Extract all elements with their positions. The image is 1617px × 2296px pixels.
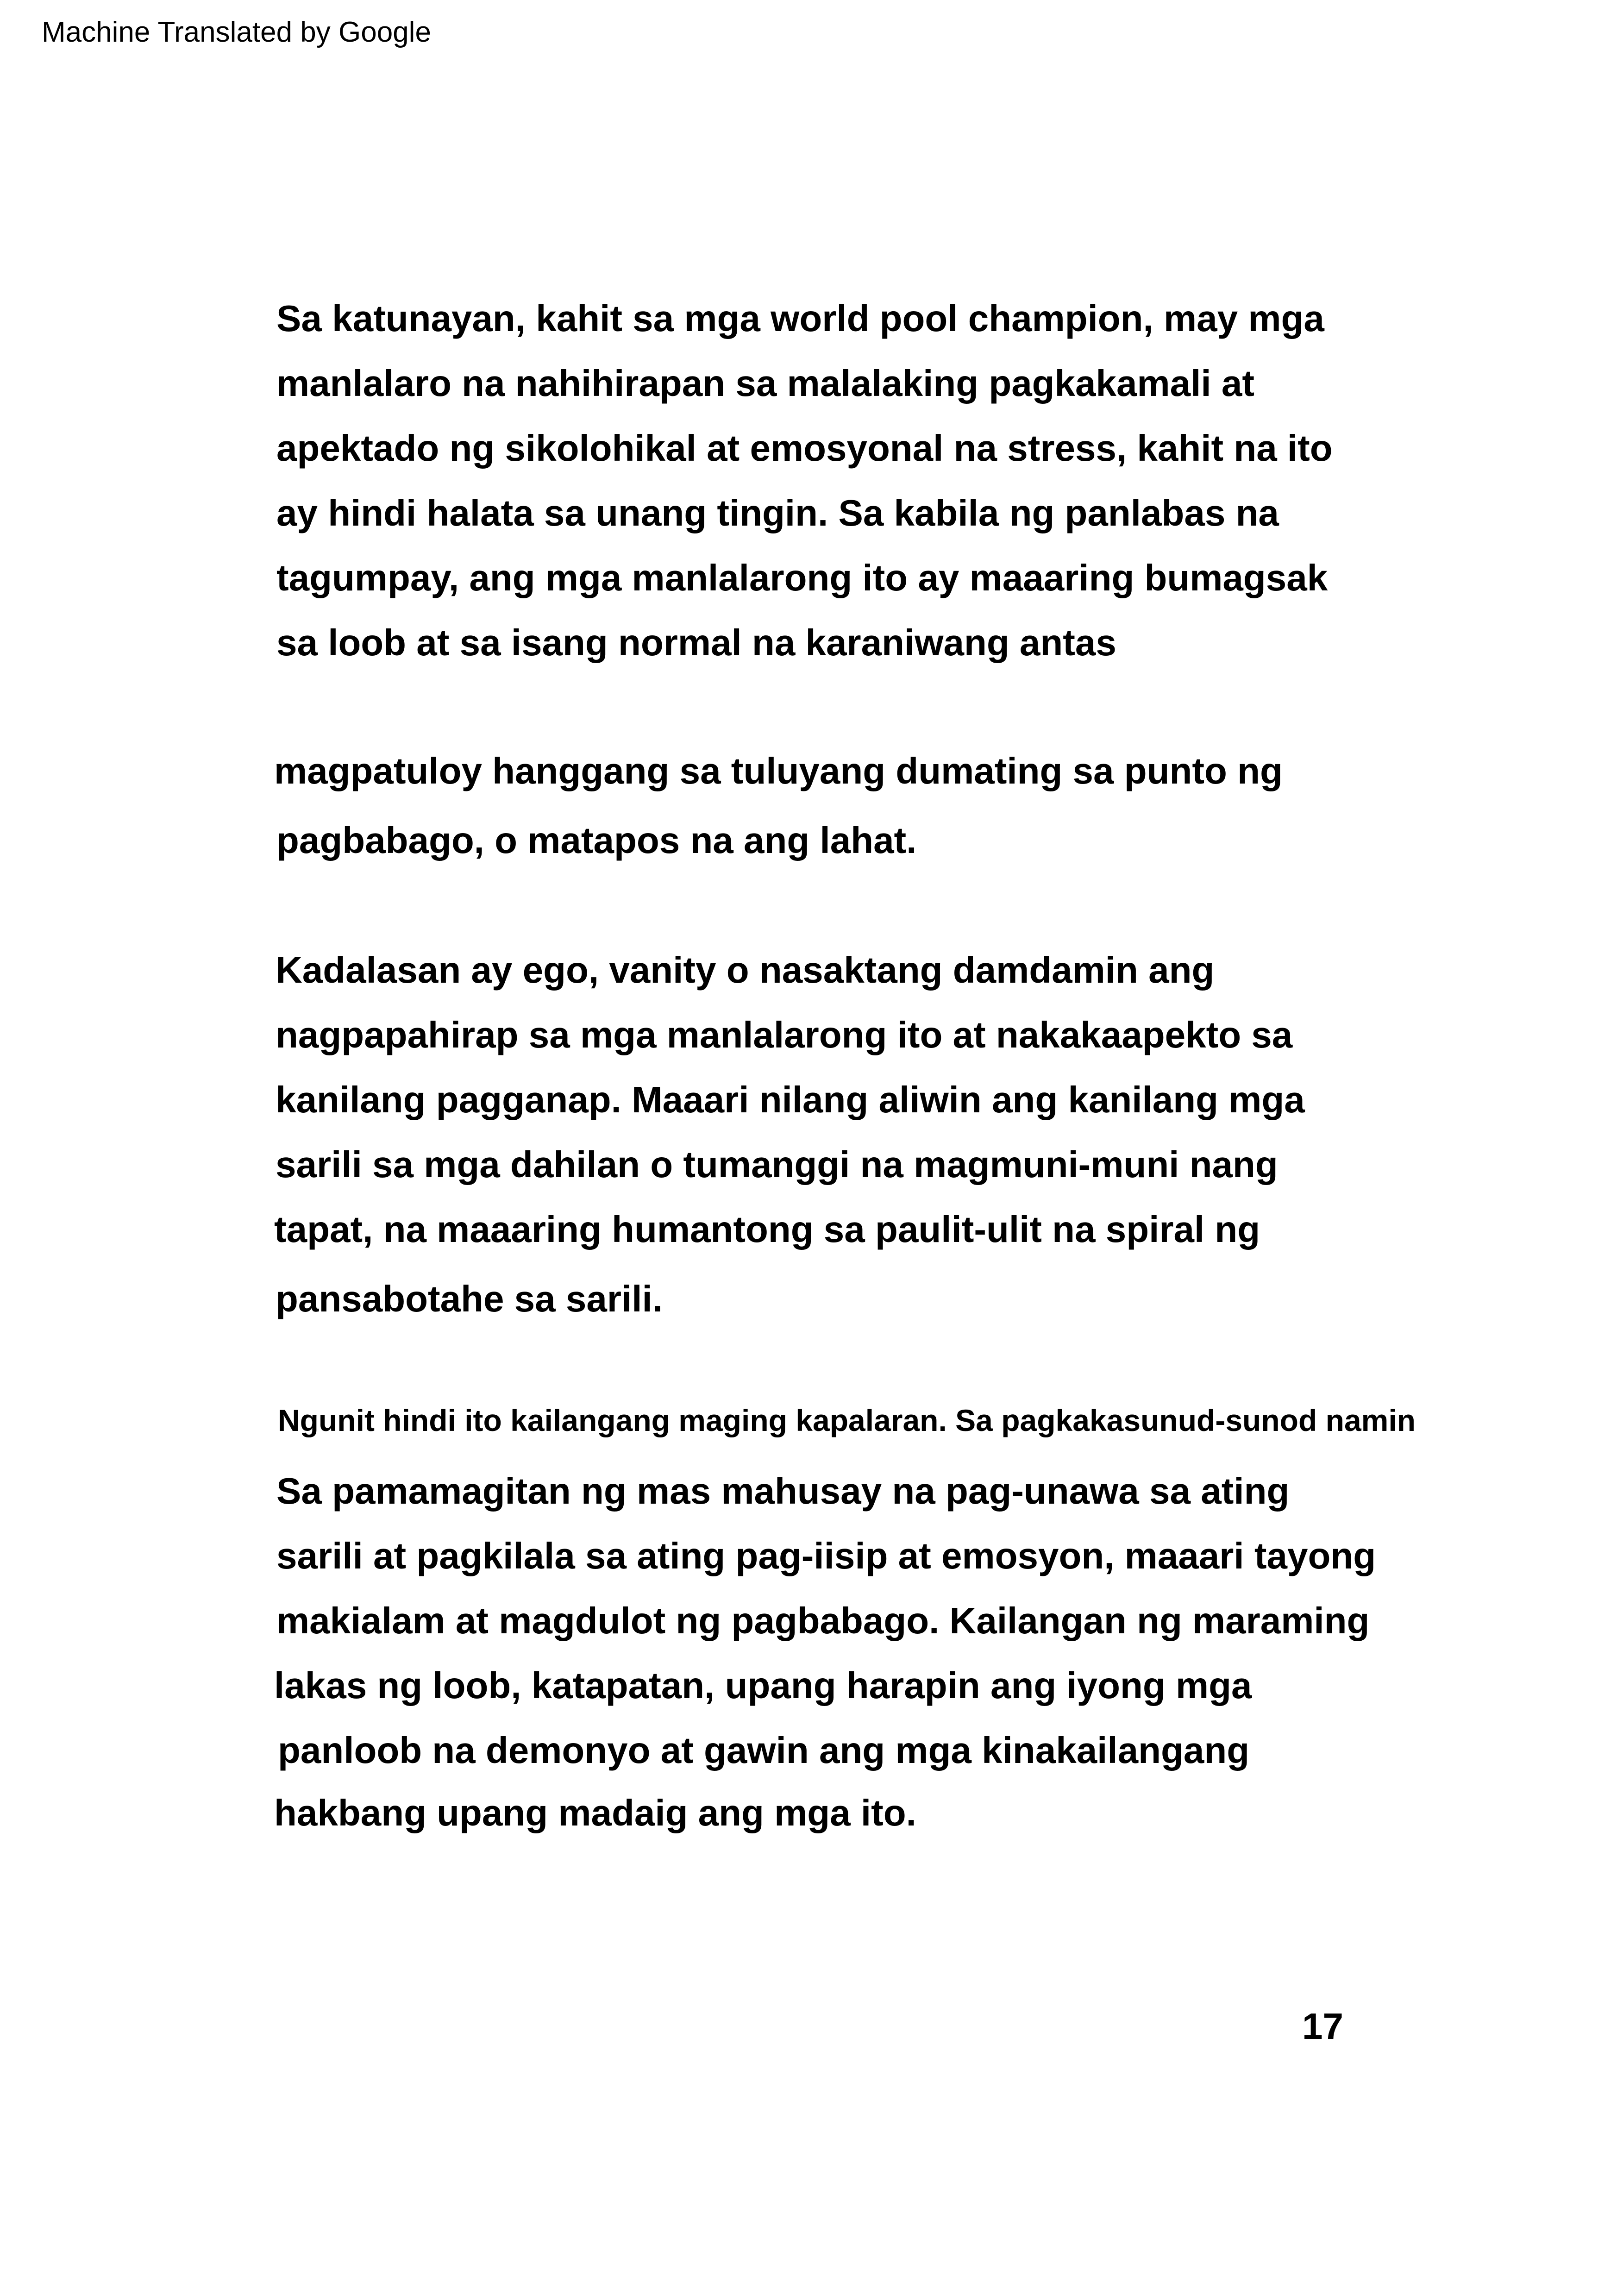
text-line: sa loob at sa isang normal na karaniwang antas	[276, 622, 1116, 663]
text-line: tapat, na maaaring humantong sa paulit-ulit na spiral ng	[274, 1209, 1260, 1250]
text-line: Sa katunayan, kahit sa mga world pool champion, may mga	[276, 298, 1324, 339]
text-line: pansabotahe sa sarili.	[276, 1278, 663, 1319]
text-line: lakas ng loob, katapatan, upang harapin ang iyong mga	[274, 1665, 1252, 1706]
text-line: apektado ng sikolohikal at emosyonal na stress, kahit na ito	[276, 427, 1333, 469]
text-line: magpatuloy hanggang sa tuluyang dumating sa punto ng	[274, 750, 1283, 791]
text-line: sarili at pagkilala sa ating pag-iisip at emosyon, maaari tayong	[276, 1535, 1376, 1576]
text-line: tagumpay, ang mga manlalarong ito ay maaaring bumagsak	[276, 557, 1328, 598]
text-line: Kadalasan ay ego, vanity o nasaktang damdamin ang	[276, 949, 1215, 991]
text-line: makialam at magdulot ng pagbabago. Kailangan ng maraming	[276, 1600, 1370, 1641]
text-line: manlalaro na nahihirapan sa malalaking pagkakamali at	[276, 363, 1254, 404]
machine-translation-watermark: Machine Translated by Google	[42, 16, 431, 48]
text-line: kanilang pagganap. Maaari nilang aliwin ang kanilang mga	[276, 1079, 1305, 1120]
text-line: hakbang upang madaig ang mga ito.	[274, 1792, 916, 1833]
text-line: sarili sa mga dahilan o tumanggi na magmuni-muni nang	[276, 1144, 1278, 1185]
text-line: Sa pamamagitan ng mas mahusay na pag-unawa sa ating	[276, 1470, 1290, 1512]
page-number: 17	[1302, 2006, 1343, 2047]
text-line: panloob na demonyo at gawin ang mga kinakailangang	[278, 1730, 1250, 1771]
text-line: Ngunit hindi ito kailangang maging kapalaran. Sa pagkakasunud-sunod namin	[278, 1403, 1416, 1437]
text-line: pagbabago, o matapos na ang lahat.	[276, 820, 917, 861]
text-line: ay hindi halata sa unang tingin. Sa kabila ng panlabas na	[276, 492, 1279, 533]
text-line: nagpapahirap sa mga manlalarong ito at nakakaapekto sa	[276, 1014, 1293, 1055]
